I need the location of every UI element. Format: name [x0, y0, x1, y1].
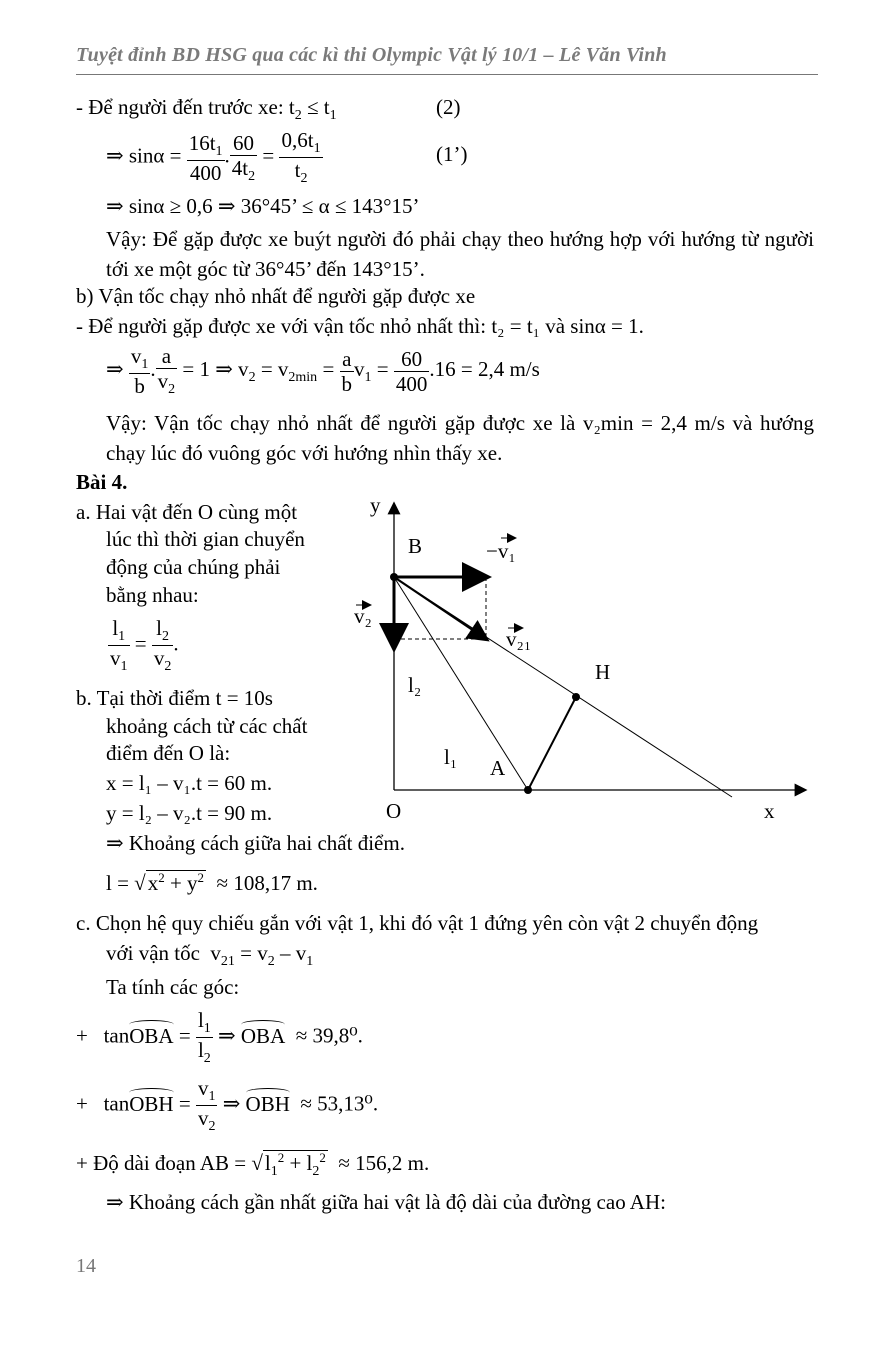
l1-label: l₁	[444, 745, 458, 769]
time-equality-equation: $\frac{l_1}{v_1}$ = $\frac{l_2}{v_2}$ .	[110, 616, 179, 675]
distance-equation: $l = √x^2 + y^2 \approx 108,17$ m.	[106, 870, 318, 895]
closest-distance-line: ⇒ Khoảng cách gần nhất giữa hai vật là độ dài của đường cao AH:	[106, 1190, 666, 1214]
point-h	[572, 693, 580, 701]
v21-vector	[394, 577, 486, 639]
point-b-label: B	[408, 534, 423, 558]
x-distance: x = l₁ – v₁.t = 60 m.	[106, 771, 273, 795]
conclusion-paragraph-2: Vậy: Vận tốc chạy nhỏ nhất để người gặp được xe là v₂min = 2,4 m/s và hướng chạy lúc đó vuông góc với hướng nhìn thấy xe.	[106, 411, 814, 465]
y-distance: y = l₂ – v₂.t = 90 m.	[106, 801, 273, 825]
v21-label: v₂₁	[506, 627, 532, 651]
part-b-heading: b) Vận tốc chạy nhỏ nhất để người gặp được xe	[76, 284, 476, 308]
neg-v1-label: −v₁	[486, 539, 516, 563]
conclusion-paragraph-1: Vậy: Để gặp được xe buýt người đó phải chạy theo hướng hợp với hướng từ người tới xe một góc từ 36°45’ đến 143°15’.	[106, 227, 814, 281]
equation-tag-2: (2)	[436, 95, 461, 119]
page-header: Tuyệt đỉnh BD HSG qua các kì thi Olympic Vật lý 10/1 – Lê Văn Vinh	[76, 44, 667, 66]
v2min-equation: ⇒ $\frac{v_1}{b}$ . $\frac{a}{v_2}$ = 1 ⇒ $v_2 = v_{2min}$ = $\frac{a}{b}$ $v_1$ = $\frac{60}{400}$ .16 = 2,4 m/s	[106, 344, 540, 399]
part-b-line-1: b. Tại thời điểm t = 10s	[76, 686, 273, 710]
min-speed-condition: - Để người gặp được xe với vận tốc nhỏ nhất thì: t₂ = t₁ và sinα = 1.	[76, 314, 644, 338]
ab-length-equation: + Độ dài đoạn AB = $√l_1^2 + l_2^2 \approx 156,2$ m.	[76, 1150, 430, 1180]
problem-4-heading: Bài 4.	[76, 470, 128, 494]
point-a	[524, 786, 532, 794]
point-h-label: H	[595, 660, 611, 684]
condition-line: - Để người đến trước xe: $t_2 \le t_1$	[76, 95, 337, 124]
part-b-line-3: điểm đến O là:	[106, 741, 231, 765]
page-number: 14	[76, 1255, 96, 1277]
point-a-label: A	[490, 756, 506, 780]
part-a-line-3: động của chúng phải	[106, 555, 281, 579]
tan-obh-equation: + tanOBH = $\frac{v_1}{v_2}$ ⇒ OBH ≈ 53,13⁰.	[76, 1076, 379, 1135]
altitude-ah	[528, 697, 576, 790]
tan-oba-equation: + tanOBA = $\frac{l_1}{l_2}$ ⇒ OBA ≈ 39,8⁰.	[76, 1008, 363, 1067]
part-a-line-4: bằng nhau:	[106, 583, 199, 607]
part-c-line-3: Ta tính các góc:	[106, 975, 240, 999]
y-axis-label: y	[370, 493, 381, 517]
equation-tag-1prime: (1’)	[436, 142, 468, 166]
sin-alpha-equation: ⇒ sinα = $\frac{16t_1}{400}$ . $\frac{60}{4t_2}$ = $\frac{0,6t_1}{t_2}$	[106, 128, 321, 187]
l2-label: l₂	[408, 673, 422, 697]
header-rule	[76, 74, 818, 75]
v2-label: v₂	[354, 604, 372, 628]
angle-range-line: ⇒ sinα ≥ 0,6 ⇒ 36°45’ ≤ α ≤ 143°15’	[106, 194, 420, 218]
part-b-line-2: khoảng cách từ các chất	[106, 714, 308, 738]
origin-label: O	[386, 799, 402, 823]
x-axis-label: x	[764, 799, 775, 823]
kinematics-diagram	[340, 490, 820, 830]
part-a-line-1: a. Hai vật đến O cùng một	[76, 500, 298, 524]
part-c-line-2: với vận tốc $v_{21} = v_2 - v_1$	[106, 941, 314, 970]
distance-heading: ⇒ Khoảng cách giữa hai chất điểm.	[106, 831, 405, 855]
point-b	[390, 573, 398, 581]
part-c-line-1: c. Chọn hệ quy chiếu gắn với vật 1, khi đó vật 1 đứng yên còn vật 2 chuyển động	[76, 911, 759, 935]
part-a-line-2: lúc thì thời gian chuyển	[106, 527, 305, 551]
